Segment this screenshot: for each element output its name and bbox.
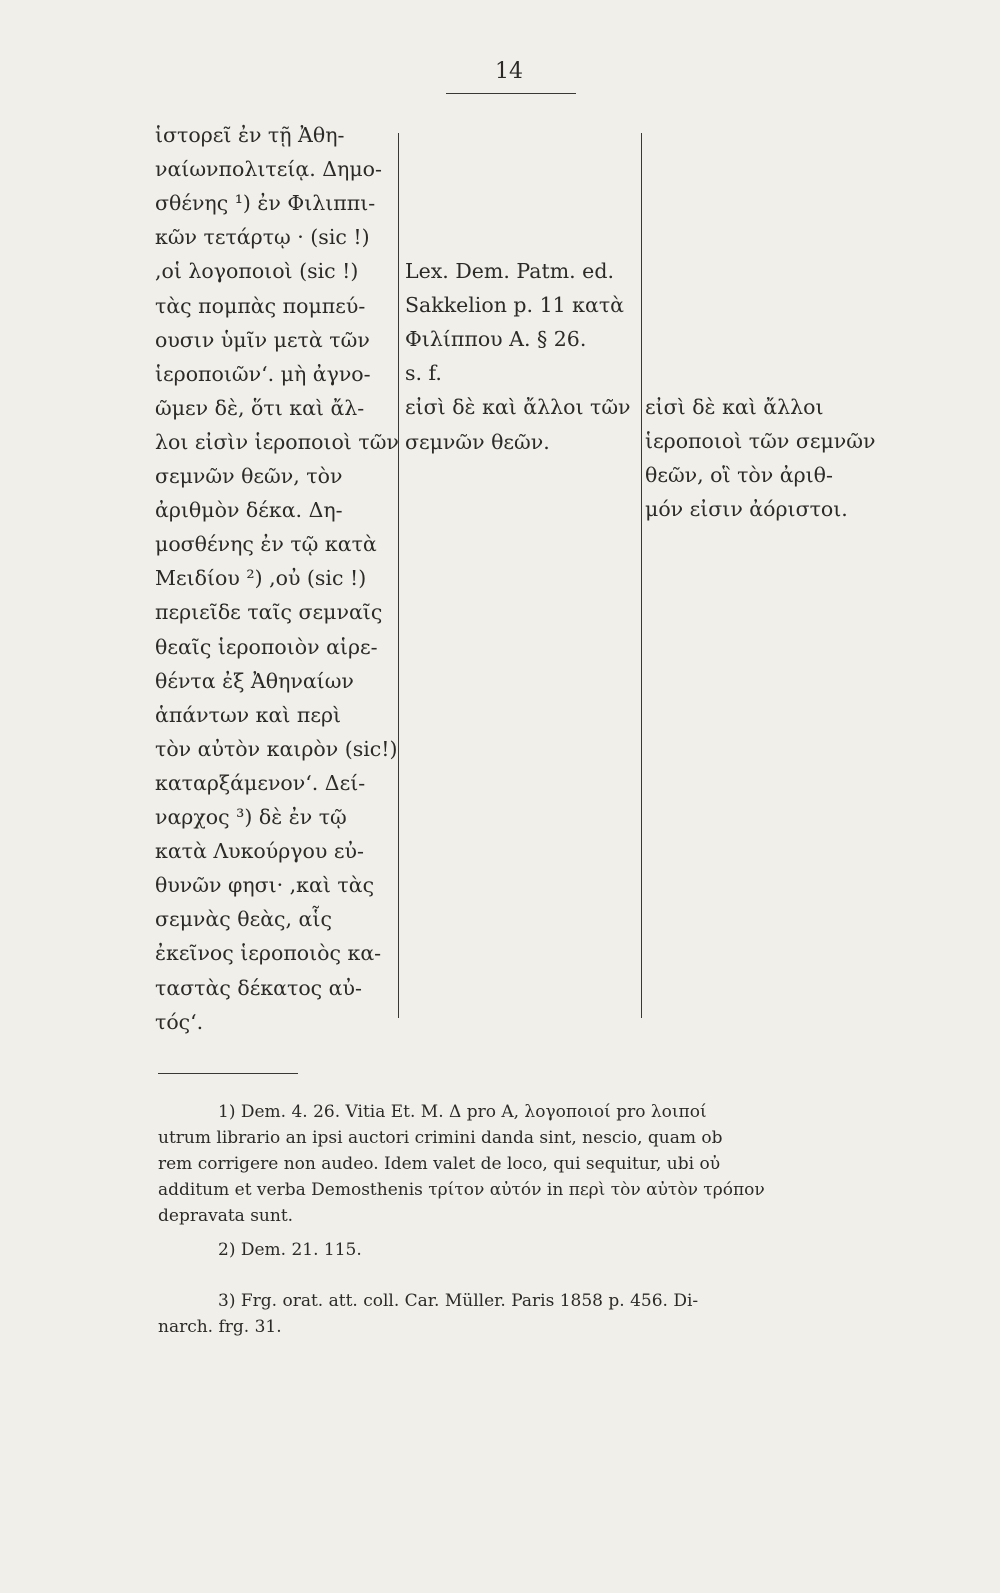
column-main-line: κατὰ Λυκούργου εὐ- (155, 839, 364, 864)
page-number-rule (446, 93, 576, 94)
column-main-line: ἀριθμὸν δέκα. Δη- (155, 498, 343, 523)
column-gloss-line: μόν εἰσιν ἀόριστοι. (645, 497, 848, 522)
column-lexicon-line: Sakkelion p. 11 κατὰ (405, 293, 625, 318)
column-gloss-line: θεῶν, οἳ τὸν ἀριθ- (645, 463, 833, 488)
column-main-line: ἐκεῖνος ἱεροποιὸς κα- (155, 941, 382, 966)
column-main-line: ουσιν ὑμῖν μετὰ τῶν (155, 327, 370, 352)
column-rule-left (398, 133, 399, 1018)
column-main-line: ῶμεν δὲ, ὅτι καὶ ἄλ- (155, 395, 365, 420)
column-main-line: τὸν αὐτὸν καιρὸν (sic!) (155, 736, 398, 761)
column-main-line: ναρχος ³) δὲ ἐν τῷ (155, 805, 347, 829)
footnote-line: utrum librario an ipsi auctori crimini danda sint, nescio, quam ob (158, 1128, 723, 1148)
column-main-line: ἁπάντων καὶ περὶ (155, 702, 342, 727)
footnote-line: 3) Frg. orat. att. coll. Car. Müller. Paris 1858 p. 456. Di- (218, 1291, 699, 1311)
column-gloss-line: εἰσὶ δὲ καὶ ἄλλοι (645, 395, 824, 419)
footnote-line: additum et verba Demosthenis τρίτον αὐτόν in περὶ τὸν αὐτὸν τρόπον (158, 1180, 765, 1200)
column-main-line: κῶν τετάρτῳ · (sic !) (155, 225, 370, 250)
column-main-line: μοσθένης ἐν τῷ κατὰ (155, 532, 377, 557)
column-main-line: καταρξάμενον‘. Δεί- (155, 770, 366, 795)
column-main-line: τὰς πομπὰς πομπεύ- (155, 293, 366, 318)
footnote-line: 1) Dem. 4. 26. Vitia Et. M. Δ pro Α, λογοποιοί pro λοιποί (218, 1102, 707, 1122)
column-main-line: λοι εἰσὶν ἱεροποιοὶ τῶν (155, 429, 399, 454)
column-main-line: ταστὰς δέκατος αὐ- (155, 975, 362, 1000)
column-main-line: ,οἱ λογοποιοὶ (sic !) (155, 259, 359, 284)
column-lexicon-line: Lex. Dem. Patm. ed. (405, 259, 614, 283)
page-number: 14 (495, 59, 523, 84)
column-main-line: τός‘. (155, 1009, 204, 1034)
column-main-line: θέντα ἐξ Ἀθηναίων (155, 668, 354, 693)
column-main-line: σεμνὰς θεὰς, αἷς (155, 907, 332, 932)
column-main-line: ἱεροποιῶν‘. μὴ ἀγνο- (155, 361, 371, 386)
column-main-line: θυνῶν φησι· ,καὶ τὰς (155, 873, 375, 898)
column-main-line: σεμνῶν θεῶν, τὸν (155, 464, 343, 488)
footnote-line: narch. frg. 31. (158, 1317, 282, 1337)
footnote-line: rem corrigere non audeo. Idem valet de loco, qui sequitur, ubi οὐ (158, 1154, 721, 1174)
column-main-line: σθένης ¹) ἐν Φιλιππι- (155, 191, 376, 216)
column-lexicon-line: Φιλίππου Α. § 26. (405, 327, 587, 352)
column-lexicon-line: σεμνῶν θεῶν. (405, 429, 550, 454)
footnote-rule (158, 1073, 298, 1074)
column-lexicon-line: s. f. (405, 361, 442, 386)
column-main-line: Μειδίου ²) ,οὐ (sic !) (155, 566, 367, 591)
column-main-line: θεαῖς ἱεροποιὸν αἱρε- (155, 634, 378, 659)
footnote-line: depravata sunt. (158, 1206, 294, 1226)
footnote-line: 2) Dem. 21. 115. (218, 1240, 362, 1260)
column-main-line: ναίωνπολιτείᾳ. Δημο- (155, 157, 382, 182)
column-gloss-line: ἱεροποιοὶ τῶν σεμνῶν (645, 429, 876, 454)
column-lexicon-line: εἰσὶ δὲ καὶ ἄλλοι τῶν (405, 395, 631, 420)
column-main-line: ἱστορεῖ ἐν τῇ Ἀθη- (155, 123, 345, 147)
column-rule-right (641, 133, 642, 1018)
column-main-line: περιεῖδε ταῖς σεμναῖς (155, 600, 383, 625)
